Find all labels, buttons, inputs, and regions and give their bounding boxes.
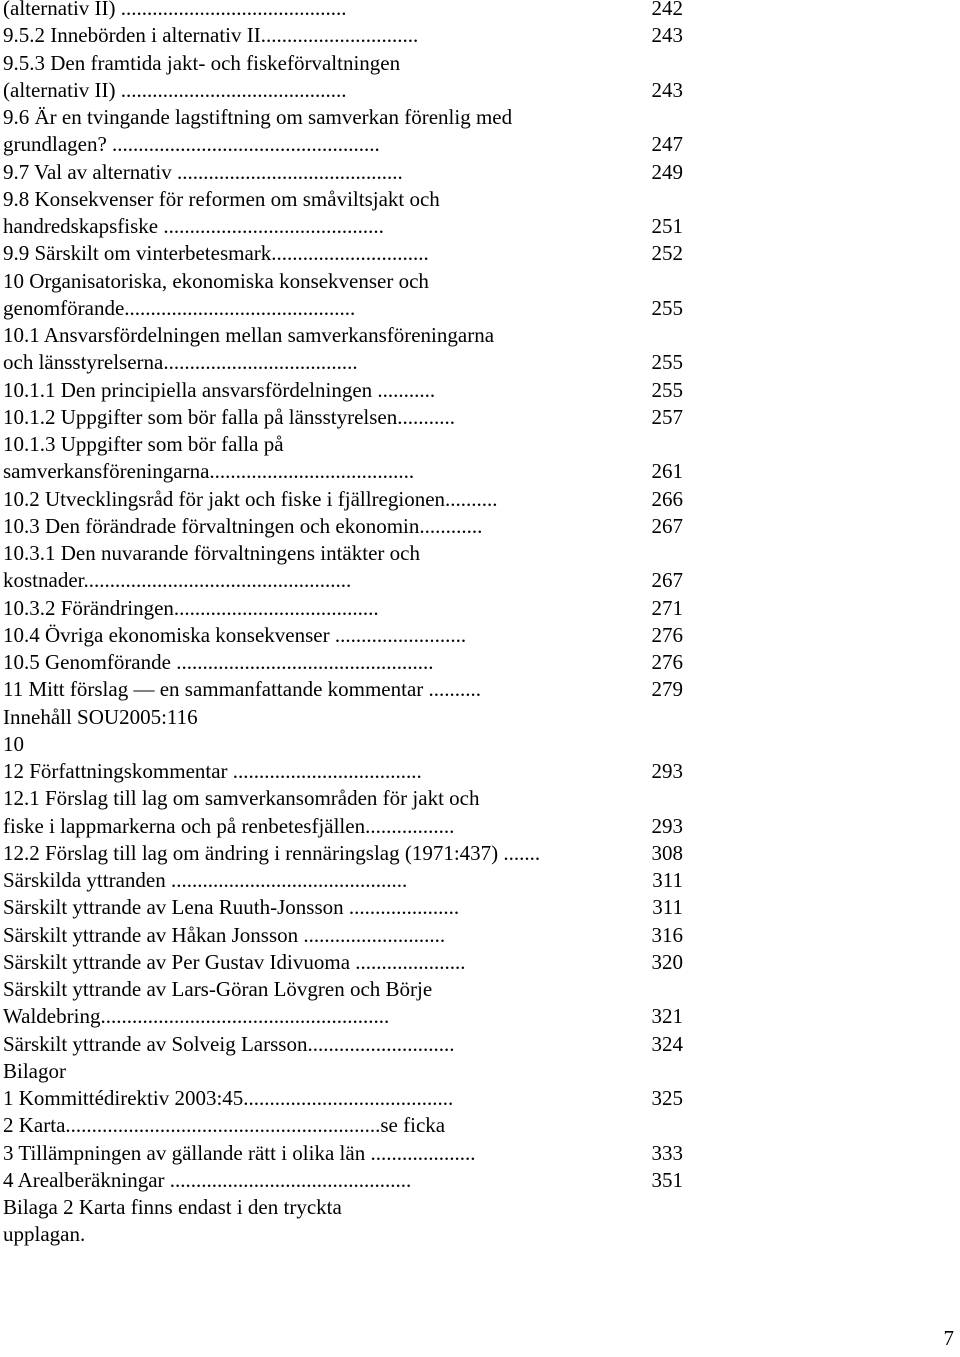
- toc-entry-text: Särskilt yttrande av Lars-Göran Lövgren och Börje: [3, 977, 433, 1001]
- toc-page-number: 251: [651, 214, 683, 238]
- toc-entry-text: Särskilt yttrande av Solveig Larsson............................: [3, 1031, 455, 1056]
- toc-page-number: 271: [651, 595, 683, 620]
- toc-line: [3, 486, 703, 513]
- toc-line: [3, 159, 703, 186]
- toc-line: [3, 50, 703, 77]
- toc-page-number: 321: [651, 1004, 683, 1029]
- toc-page-number: 279: [651, 677, 683, 702]
- toc-line: [3, 949, 703, 976]
- toc-entry-text: (alternativ II) ...........................................: [3, 0, 347, 20]
- toc-entry-text: 10.1.1 Den principiella ansvarsfördelningen ...........: [3, 377, 436, 402]
- table-of-contents: [3, 0, 703, 1249]
- toc-page-number: 255: [651, 295, 683, 320]
- toc-line: [3, 758, 703, 785]
- toc-page-number: 276: [651, 650, 683, 674]
- toc-note: [3, 1221, 703, 1248]
- toc-line: [3, 1140, 703, 1167]
- toc-entry-text: 12.2 Förslag till lag om ändring i rennäringslag (1971:437) .......: [3, 840, 541, 865]
- toc-line: [3, 813, 703, 840]
- toc-entry-text: 9.5.3 Den framtida jakt- och fiskeförvaltningen: [3, 50, 401, 75]
- toc-entry-text: 9.7 Val av alternativ ...........................................: [3, 159, 403, 184]
- toc-note: [3, 1194, 703, 1221]
- toc-entry-text: 10.4 Övriga ekonomiska konsekvenser .........................: [3, 622, 467, 647]
- toc-entry-text: 3 Tillämpningen av gällande rätt i olika län ....................: [3, 1140, 476, 1165]
- toc-line: [3, 676, 703, 703]
- toc-entry-text: 12.1 Förslag till lag om samverkansområden för jakt och: [3, 786, 480, 811]
- toc-section-heading: [3, 1058, 703, 1085]
- toc-line: [3, 894, 703, 921]
- toc-line: [3, 595, 703, 622]
- toc-line: [3, 1085, 703, 1112]
- toc-line: [3, 349, 703, 376]
- toc-line: [3, 1003, 703, 1030]
- toc-page-number: 316: [651, 922, 683, 947]
- toc-entry-text: 10.3 Den förändrade förvaltningen och ekonomin............: [3, 513, 483, 538]
- toc-entry-text: och länsstyrelserna.....................................: [3, 350, 358, 375]
- toc-entry-text: grundlagen? ...................................................: [3, 132, 380, 157]
- toc-line: [3, 377, 703, 404]
- toc-line: [3, 513, 703, 540]
- toc-entry-text: genomförande............................................: [3, 295, 356, 320]
- toc-entry-text: Bilaga 2 Karta finns endast i den tryckta: [3, 1195, 342, 1219]
- toc-line: [3, 1112, 703, 1139]
- toc-entry-text: Särskilt yttrande av Håkan Jonsson ...........................: [3, 922, 446, 947]
- toc-page-number: 293: [651, 813, 683, 838]
- toc-line: [3, 840, 703, 867]
- toc-page-number: 243: [651, 77, 683, 102]
- toc-page-number: 324: [651, 1031, 683, 1056]
- toc-line: [3, 322, 703, 349]
- toc-page-number: 320: [651, 949, 683, 974]
- toc-entry-text: Särskilda yttranden .............................................: [3, 868, 408, 892]
- toc-page-number: 257: [651, 404, 683, 429]
- toc-page-number: 261: [651, 459, 683, 484]
- toc-page-number: 267: [651, 513, 683, 538]
- toc-entry-text: 10.1 Ansvarsfördelningen mellan samverkansföreningarna: [3, 323, 495, 347]
- toc-line: [3, 268, 703, 295]
- toc-page-number: 293: [651, 759, 683, 783]
- toc-line: [3, 186, 703, 213]
- toc-entry-text: Särskilt yttrande av Lena Ruuth-Jonsson .....................: [3, 895, 460, 920]
- toc-line: [3, 1031, 703, 1058]
- toc-line: [3, 649, 703, 676]
- toc-entry-text: Waldebring.......................................................: [3, 1004, 390, 1029]
- toc-entry-text: Särskilt yttrande av Per Gustav Idivuoma .....................: [3, 949, 466, 974]
- toc-entry-text: 9.6 Är en tvingande lagstiftning om samverkan förenlig med: [3, 105, 513, 129]
- toc-entry-text: 10.1.3 Uppgifter som bör falla på: [3, 432, 284, 456]
- toc-entry-text: 10.3.1 Den nuvarande förvaltningens intäkter och: [3, 541, 420, 565]
- running-header-page: [3, 731, 703, 758]
- toc-page-number: 276: [651, 622, 683, 647]
- toc-entry-text: Bilagor: [3, 1058, 66, 1083]
- toc-line: [3, 1167, 703, 1194]
- toc-page-number: 266: [651, 486, 683, 511]
- toc-entry-text: 2 Karta............................................................se ficka: [3, 1113, 446, 1138]
- toc-entry-text: 9.8 Konsekvenser för reformen om småviltsjakt och: [3, 186, 440, 211]
- toc-line: [3, 131, 703, 158]
- toc-line: [3, 240, 703, 267]
- toc-page-number: 351: [651, 1167, 683, 1192]
- toc-page-number: 249: [651, 159, 683, 184]
- toc-entry-text: 10.5 Genomförande .................................................: [3, 650, 434, 674]
- toc-line: [3, 295, 703, 322]
- toc-entry-text: handredskapsfiske ..........................................: [3, 214, 384, 238]
- toc-entry-text: 12 Författningskommentar ....................................: [3, 759, 422, 783]
- toc-page-number: 247: [651, 132, 683, 157]
- toc-page-number: 333: [651, 1140, 683, 1165]
- toc-page-number: 255: [651, 350, 683, 375]
- toc-page-number: 325: [651, 1086, 683, 1110]
- toc-line: [3, 0, 703, 22]
- running-header-page-text: 10: [3, 731, 24, 756]
- toc-line: [3, 622, 703, 649]
- toc-page-number: 242: [651, 0, 683, 20]
- toc-line: [3, 540, 703, 567]
- toc-line: [3, 213, 703, 240]
- toc-page-number: 308: [651, 840, 683, 865]
- toc-line: [3, 431, 703, 458]
- toc-line: [3, 404, 703, 431]
- toc-page-number: 252: [651, 241, 683, 266]
- toc-line: [3, 458, 703, 485]
- toc-line: [3, 976, 703, 1003]
- toc-entry-text: (alternativ II) ...........................................: [3, 77, 347, 102]
- toc-entry-text: 10 Organisatoriska, ekonomiska konsekvenser och: [3, 268, 429, 293]
- toc-entry-text: 4 Arealberäkningar ..............................................: [3, 1167, 412, 1192]
- toc-entry-text: 11 Mitt förslag — en sammanfattande kommentar ..........: [3, 677, 482, 702]
- toc-entry-text: 10.3.2 Förändringen.......................................: [3, 595, 379, 620]
- toc-page-number: 243: [651, 23, 683, 48]
- toc-entry-text: kostnader...................................................: [3, 568, 352, 593]
- toc-page-number: 311: [652, 868, 683, 892]
- toc-entry-text: 9.5.2 Innebörden i alternativ II..............................: [3, 23, 419, 48]
- running-header: [3, 704, 703, 731]
- toc-entry-text: upplagan.: [3, 1222, 86, 1247]
- toc-line: [3, 567, 703, 594]
- page-number: 7: [943, 1326, 954, 1350]
- toc-entry-text: samverkansföreningarna.......................................: [3, 459, 415, 484]
- toc-page-number: 311: [652, 895, 683, 920]
- toc-entry-text: fiske i lappmarkerna och på renbetesfjällen.................: [3, 813, 455, 838]
- toc-entry-text: 10.2 Utvecklingsråd för jakt och fiske i fjällregionen..........: [3, 486, 498, 511]
- toc-entry-text: 10.1.2 Uppgifter som bör falla på länsstyrelsen...........: [3, 404, 455, 429]
- toc-line: [3, 22, 703, 49]
- toc-line: [3, 785, 703, 812]
- toc-line: [3, 104, 703, 131]
- toc-page-number: 255: [651, 377, 683, 402]
- toc-line: [3, 922, 703, 949]
- toc-page-number: 267: [651, 568, 683, 593]
- running-header-text: Innehåll SOU2005:116: [3, 704, 198, 729]
- toc-line: [3, 867, 703, 894]
- toc-entry-text: 9.9 Särskilt om vinterbetesmark..............................: [3, 241, 429, 266]
- toc-line: [3, 77, 703, 104]
- toc-entry-text: 1 Kommittédirektiv 2003:45........................................: [3, 1086, 454, 1110]
